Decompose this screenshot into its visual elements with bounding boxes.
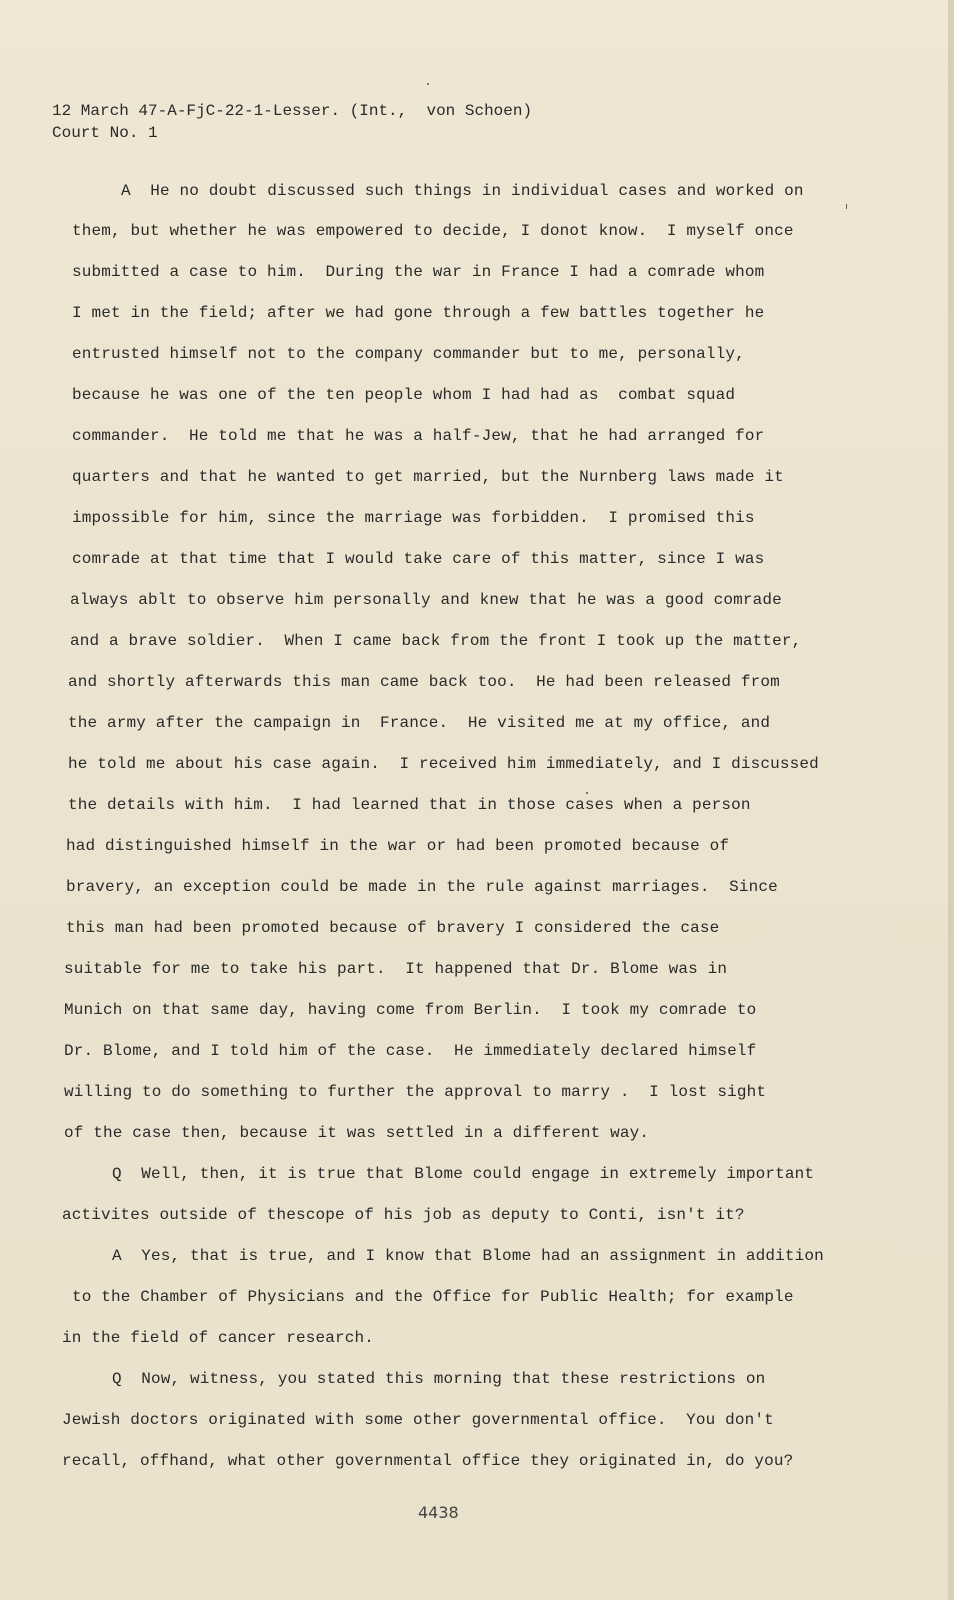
body-line: this man had been promoted because of bravery I considered the case (66, 919, 720, 937)
body-line: Munich on that same day, having come from Berlin. I took my comrade to (64, 1001, 757, 1019)
body-line: them, but whether he was empowered to decide, I donot know. I myself once (72, 222, 794, 240)
paper-speck (427, 83, 429, 85)
page-edge (948, 0, 954, 1600)
body-line: had distinguished himself in the war or had been promoted because of (66, 837, 730, 855)
question-line: Q Now, witness, you stated this morning that these restrictions on (112, 1370, 766, 1388)
document-header (52, 100, 532, 144)
body-line: the army after the campaign in France. He visited me at my office, and (68, 714, 771, 732)
body-line: comrade at that time that I would take care of this matter, since I was (72, 550, 765, 568)
body-line: and a brave soldier. When I came back from the front I took up the matter, (70, 632, 802, 650)
answer-line: A Yes, that is true, and I know that Blome had an assignment in addition (112, 1247, 824, 1265)
body-line: entrusted himself not to the company commander but to me, personally, (72, 345, 745, 363)
body-line: willing to do something to further the approval to marry . I lost sight (64, 1083, 767, 1101)
body-line: I met in the field; after we had gone through a few battles together he (72, 304, 765, 322)
body-line: Jewish doctors originated with some other governmental office. You don't (62, 1411, 774, 1429)
body-line: quarters and that he wanted to get married, but the Nurnberg laws made it (72, 468, 784, 486)
body-line: activites outside of thescope of his job as deputy to Conti, isn't it? (62, 1206, 745, 1224)
body-line: the details with him. I had learned that in those cases when a person (68, 796, 751, 814)
page-number: 4438 (418, 1503, 459, 1522)
body-line: recall, offhand, what other governmental office they originated in, do you? (62, 1452, 794, 1470)
paper-speck (846, 204, 847, 209)
body-line: suitable for me to take his part. It happened that Dr. Blome was in (64, 960, 728, 978)
body-line: commander. He told me that he was a half-Jew, that he had arranged for (72, 427, 765, 445)
body-line: impossible for him, since the marriage was forbidden. I promised this (72, 509, 755, 527)
header-line-2: Court No. 1 (52, 124, 158, 142)
header-line-1: 12 March 47-A-FjC-22-1-Lesser. (Int., von Schoen) (52, 102, 533, 120)
body-line: bravery, an exception could be made in the rule against marriages. Since (66, 878, 778, 896)
paper-speck (586, 792, 588, 794)
body-line: of the case then, because it was settled in a different way. (64, 1124, 650, 1142)
body-line: A He no doubt discussed such things in individual cases and worked on (121, 182, 804, 200)
body-line: Dr. Blome, and I told him of the case. He immediately declared himself (64, 1042, 757, 1060)
body-line: submitted a case to him. During the war in France I had a comrade whom (72, 263, 765, 281)
body-line: in the field of cancer research. (62, 1329, 375, 1347)
body-line: always ablt to observe him personally and knew that he was a good comrade (70, 591, 782, 609)
body-line: to the Chamber of Physicians and the Office for Public Health; for example (72, 1288, 794, 1306)
body-line: and shortly afterwards this man came back too. He had been released from (68, 673, 780, 691)
body-line: because he was one of the ten people whom I had had as combat squad (72, 386, 736, 404)
body-line: he told me about his case again. I received him immediately, and I discussed (68, 755, 819, 773)
question-line: Q Well, then, it is true that Blome could engage in extremely important (112, 1165, 815, 1183)
